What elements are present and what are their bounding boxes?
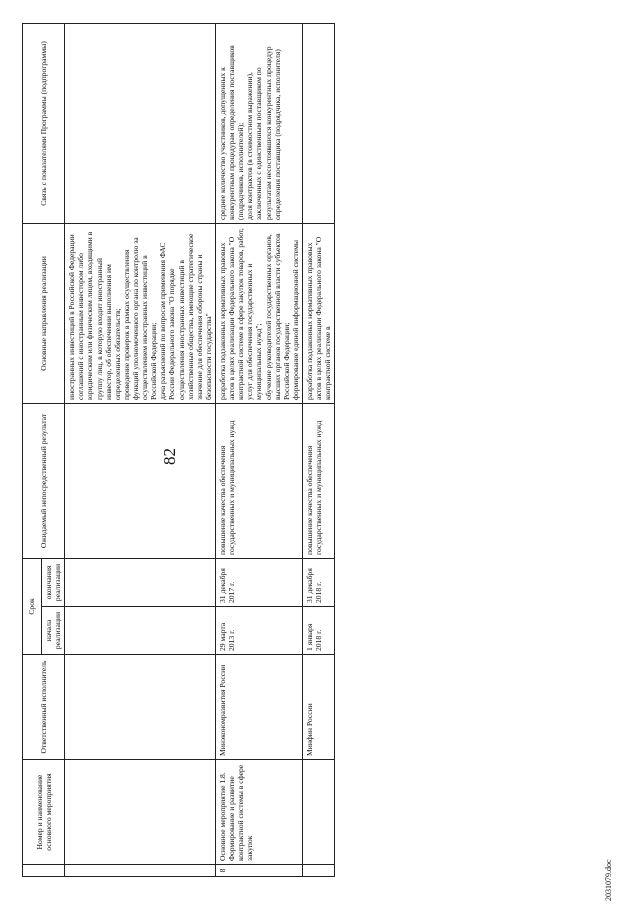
row-num	[302, 865, 334, 877]
header-start: начала реализации	[42, 607, 65, 655]
cell-empty	[65, 760, 216, 865]
header-directions: Основные направления реализации	[23, 223, 65, 403]
row-end: 31 декабря 2018 г.	[302, 558, 334, 606]
cell-empty	[65, 655, 216, 760]
cell-empty	[65, 865, 216, 877]
row-exec: Минфин России	[302, 655, 334, 760]
row-link: среднее количество участников, допущенных к конкурентным процедурам определения поставщиков (подрядчиков, исполнителей); доля контрактов (в стоимостном выражении), заключенных с единственным поставщиком по результатам несостоявшихся конкурентных процедур определения поставщика (подрядчика, исполнителя)	[215, 23, 302, 223]
row-directions: разработка подзаконных нормативных правовых актов в целях реализации Федерального закона "О контрактной системе в сфере закупок товаров, работ, услуг для обеспечения государственных и муниципальных нужд"; обучение руководителей государственных органов, высших органов государственной власти субъектов Российской Федерации; формирование единой информационной системы	[215, 223, 302, 403]
row-result: повышение качества обеспечения государственных и муниципальных нужд	[215, 403, 302, 558]
row-directions: разработка подзаконных нормативных правовых актов в целях реализации Федерального закона "О контрактной системе в	[302, 223, 334, 403]
header-name: Номер и наименование основного мероприятия	[23, 760, 65, 865]
header-num	[23, 865, 65, 877]
header-term: Срок	[23, 558, 42, 654]
row-num: 8	[215, 865, 302, 877]
table-header-row	[23, 23, 42, 876]
row-name	[302, 760, 334, 865]
header-result: Ожидаемый непосредственный результат	[23, 403, 65, 558]
table-row	[215, 23, 302, 876]
header-link: Связь с показателями Программы (подпрограммы)	[23, 23, 65, 223]
program-table	[22, 23, 335, 877]
continuation-directions: иностранных инвестиций в Российской Федерации соглашений с иностранным инвестором либо юридическим или физическим лицом, входящими в группу лиц, в которую входит иностранный инвестор, об обеспечении выполнения им определенных обязательств; проведение проверок в рамках осуществления функций уполномоченного органа по контролю за осуществлением иностранных инвестиций в Российской Федерации; дача разъяснений по вопросам применения ФАС России Федерального закона "О порядке осуществления иностранных инвестиций в хозяйственные общества, имеющие стратегическое значение для обеспечения обороны страны и безопасности государства"	[65, 223, 216, 403]
page-number: 82	[160, 448, 179, 465]
cell-empty	[65, 23, 216, 223]
header-exec: Ответственный исполнитель	[23, 655, 65, 760]
cell-empty	[65, 607, 216, 655]
row-end: 31 декабря 2017 г.	[215, 558, 302, 606]
file-footer: 2031079.doc	[604, 859, 613, 901]
cell-empty	[65, 558, 216, 606]
row-link	[302, 23, 334, 223]
header-end: окончания реализации	[42, 558, 65, 606]
table-row-continuation	[65, 23, 216, 876]
table-row	[302, 23, 334, 876]
cell-empty	[65, 403, 216, 558]
row-start: 29 марта 2013 г.	[215, 607, 302, 655]
row-name: Основное мероприятие 1.8. Формирование и развитие контрактной системы в сфере закупок	[215, 760, 302, 865]
row-exec: Минэкономразвития России	[215, 655, 302, 760]
row-start: 1 января 2018 г.	[302, 607, 334, 655]
row-result: повышение качества обеспечения государственных и муниципальных нужд	[302, 403, 334, 558]
